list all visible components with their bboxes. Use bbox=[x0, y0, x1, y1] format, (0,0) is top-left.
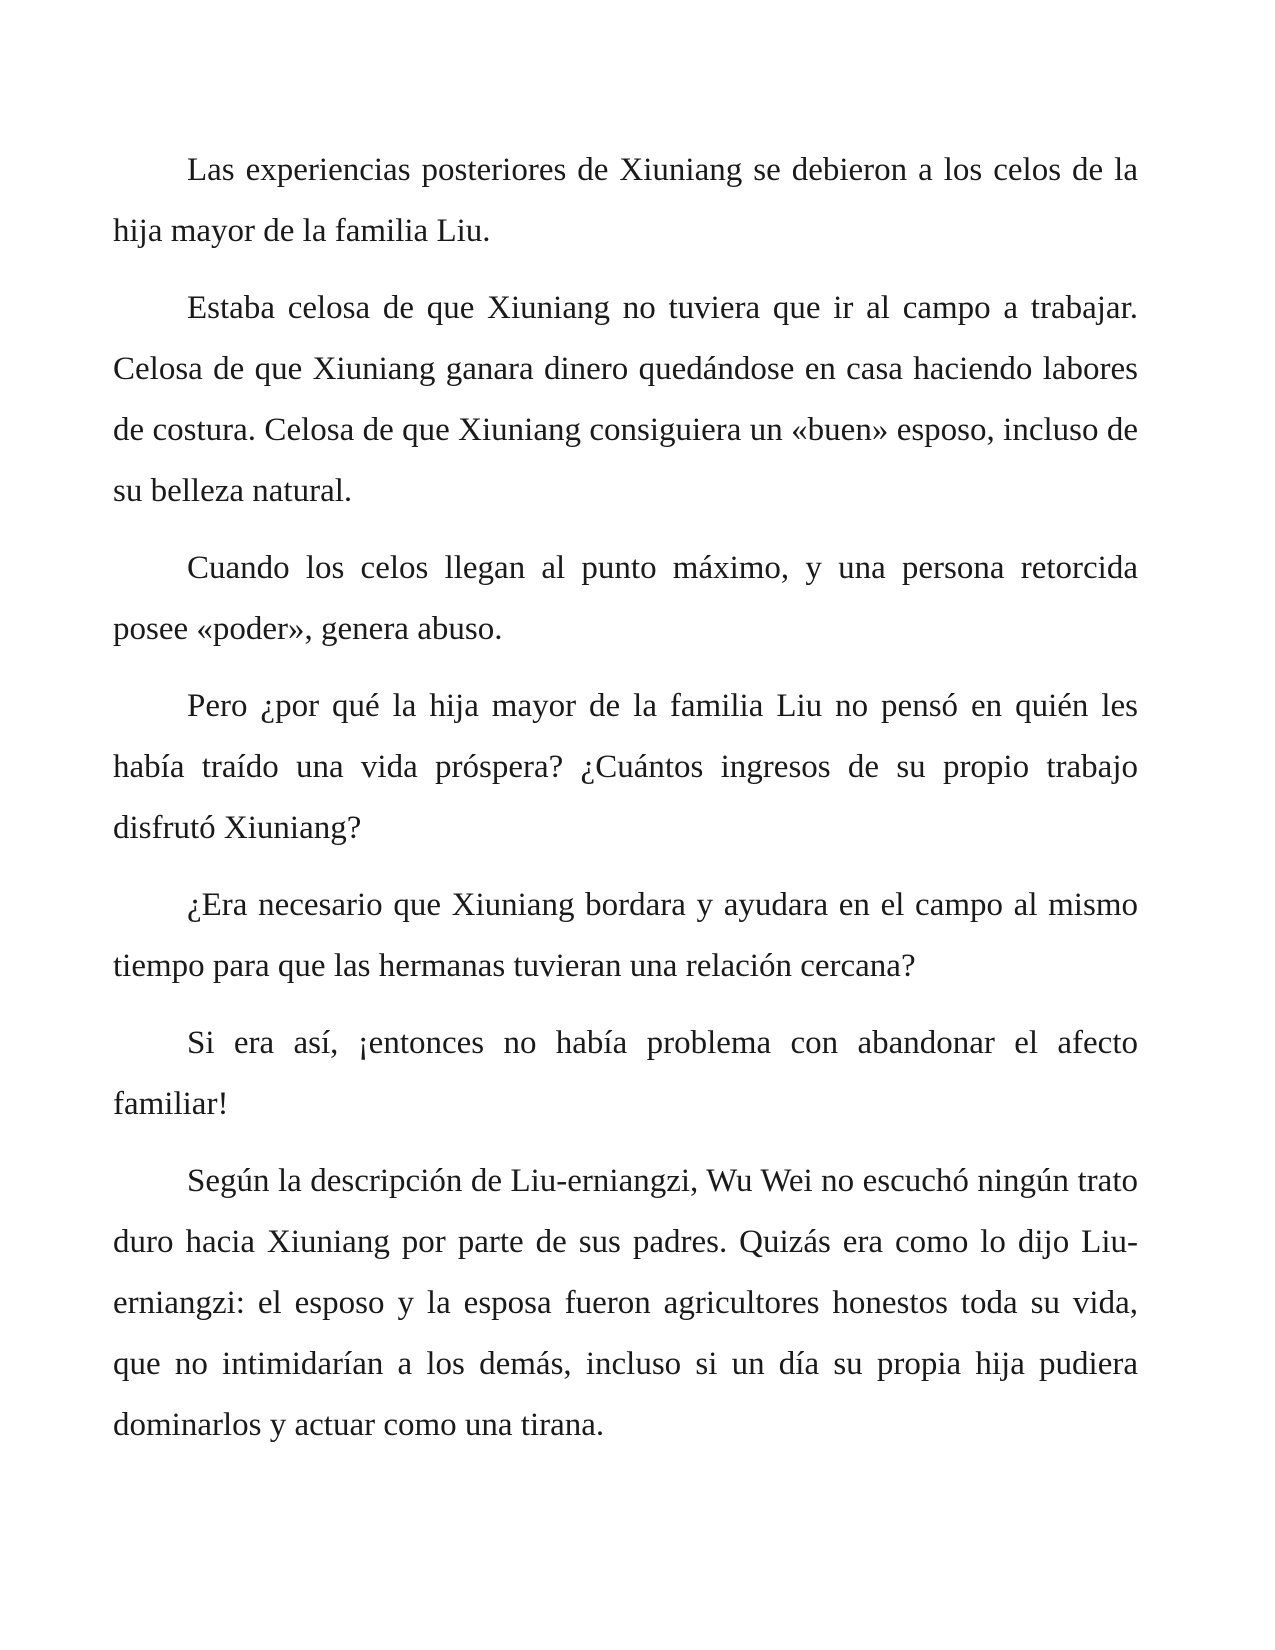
paragraph: Estaba celosa de que Xiuniang no tuviera que ir al campo a trabajar. Celosa de que Xiuniang ganara dinero quedándose en casa haciendo labores de costura. Celosa de que Xiuniang consiguiera un «buen» esposo, incluso de su belleza natural. bbox=[113, 290, 1138, 509]
paragraph: Las experiencias posteriores de Xiuniang se debieron a los celos de la hija mayor de la familia Liu. bbox=[113, 152, 1138, 249]
paragraph: Según la descripción de Liu-erniangzi, Wu Wei no escuchó ningún trato duro hacia Xiuniang por parte de sus padres. Quizás era como lo dijo Liu-erniangzi: el esposo y la esposa fueron agricultores honestos toda su vida, que no intimidarían a los demás, incluso si un día su propia hija pudiera dominarlos y actuar como una tirana. bbox=[113, 1163, 1138, 1443]
paragraph: Pero ¿por qué la hija mayor de la familia Liu no pensó en quién les había traído una vida próspera? ¿Cuántos ingresos de su propio trabajo disfrutó Xiuniang? bbox=[113, 688, 1138, 846]
paragraph: ¿Era necesario que Xiuniang bordara y ayudara en el campo al mismo tiempo para que las hermanas tuvieran una relación cercana? bbox=[113, 887, 1138, 984]
paragraph: Si era así, ¡entonces no había problema con abandonar el afecto familiar! bbox=[113, 1025, 1138, 1122]
paragraph: Cuando los celos llegan al punto máximo, y una persona retorcida posee «poder», genera abuso. bbox=[113, 550, 1138, 647]
body-text bbox=[113, 140, 1138, 1472]
